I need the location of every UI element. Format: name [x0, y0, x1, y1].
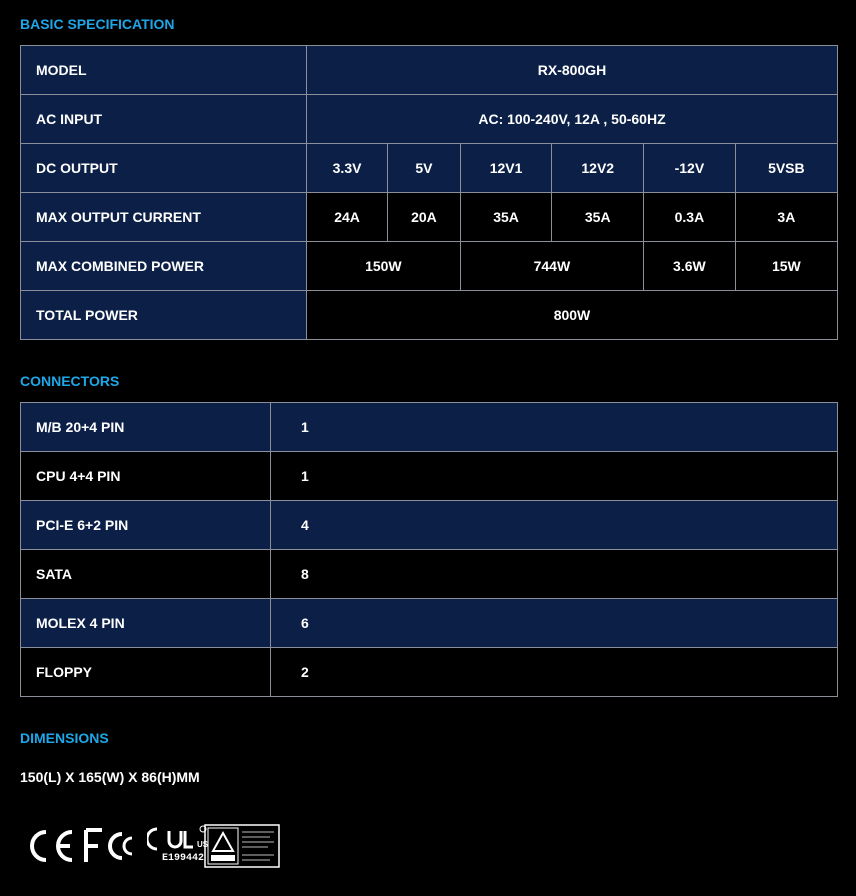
connectors-table	[20, 402, 838, 697]
dc-output-cell: 12V1	[460, 144, 552, 193]
max-current-cell: 24A	[307, 193, 388, 242]
max-combined-label: MAX COMBINED POWER	[21, 242, 307, 291]
tuv-rheinland-icon	[204, 824, 280, 868]
table-row	[21, 46, 838, 95]
fcc-logo-icon	[82, 822, 136, 870]
connector-value: 8	[271, 550, 838, 599]
model-value: RX-800GH	[307, 46, 838, 95]
dc-output-cell: -12V	[644, 144, 736, 193]
dc-output-cell: 12V2	[552, 144, 644, 193]
max-current-cell: 20A	[388, 193, 461, 242]
table-row	[21, 291, 838, 340]
connector-label: CPU 4+4 PIN	[21, 452, 271, 501]
table-row	[21, 144, 838, 193]
total-power-label: TOTAL POWER	[21, 291, 307, 340]
max-combined-cell: 3.6W	[644, 242, 736, 291]
connector-value: 6	[271, 599, 838, 648]
svg-text:US: US	[197, 840, 209, 849]
connector-label: MOLEX 4 PIN	[21, 599, 271, 648]
connector-label: FLOPPY	[21, 648, 271, 697]
connector-value: 2	[271, 648, 838, 697]
dimensions-title: DIMENSIONS	[20, 730, 109, 746]
table-row	[21, 599, 838, 648]
basic-spec-title: BASIC SPECIFICATION	[20, 16, 175, 32]
ul-number: E199442	[161, 853, 204, 864]
ce-mark-icon	[24, 822, 76, 870]
dimensions-value: 150(L) X 165(W) X 86(H)MM	[20, 769, 200, 785]
max-current-cell: 35A	[552, 193, 644, 242]
table-row	[21, 501, 838, 550]
max-combined-cell: 150W	[307, 242, 461, 291]
table-row	[21, 242, 838, 291]
table-row	[21, 95, 838, 144]
connector-label: SATA	[21, 550, 271, 599]
table-row	[21, 403, 838, 452]
ac-input-value: AC: 100-240V, 12A , 50-60HZ	[307, 95, 838, 144]
connector-label: M/B 20+4 PIN	[21, 403, 271, 452]
dc-output-cell: 5VSB	[735, 144, 837, 193]
ac-input-label: AC INPUT	[21, 95, 307, 144]
connector-value: 1	[271, 403, 838, 452]
connector-value: 4	[271, 501, 838, 550]
table-row	[21, 452, 838, 501]
dc-output-cell: 3.3V	[307, 144, 388, 193]
max-current-cell: 3A	[735, 193, 837, 242]
connectors-title: CONNECTORS	[20, 373, 120, 389]
max-combined-cell: 15W	[735, 242, 837, 291]
table-row	[21, 550, 838, 599]
table-row	[21, 648, 838, 697]
max-current-cell: 0.3A	[644, 193, 736, 242]
max-current-cell: 35A	[460, 193, 552, 242]
connector-value: 1	[271, 452, 838, 501]
total-power-value: 800W	[307, 291, 838, 340]
max-combined-cell: 744W	[460, 242, 643, 291]
max-current-label: MAX OUTPUT CURRENT	[21, 193, 307, 242]
dc-output-label: DC OUTPUT	[21, 144, 307, 193]
basic-spec-table	[20, 45, 838, 340]
dc-output-cell: 5V	[388, 144, 461, 193]
table-row	[21, 193, 838, 242]
model-label: MODEL	[21, 46, 307, 95]
connector-label: PCI-E 6+2 PIN	[21, 501, 271, 550]
